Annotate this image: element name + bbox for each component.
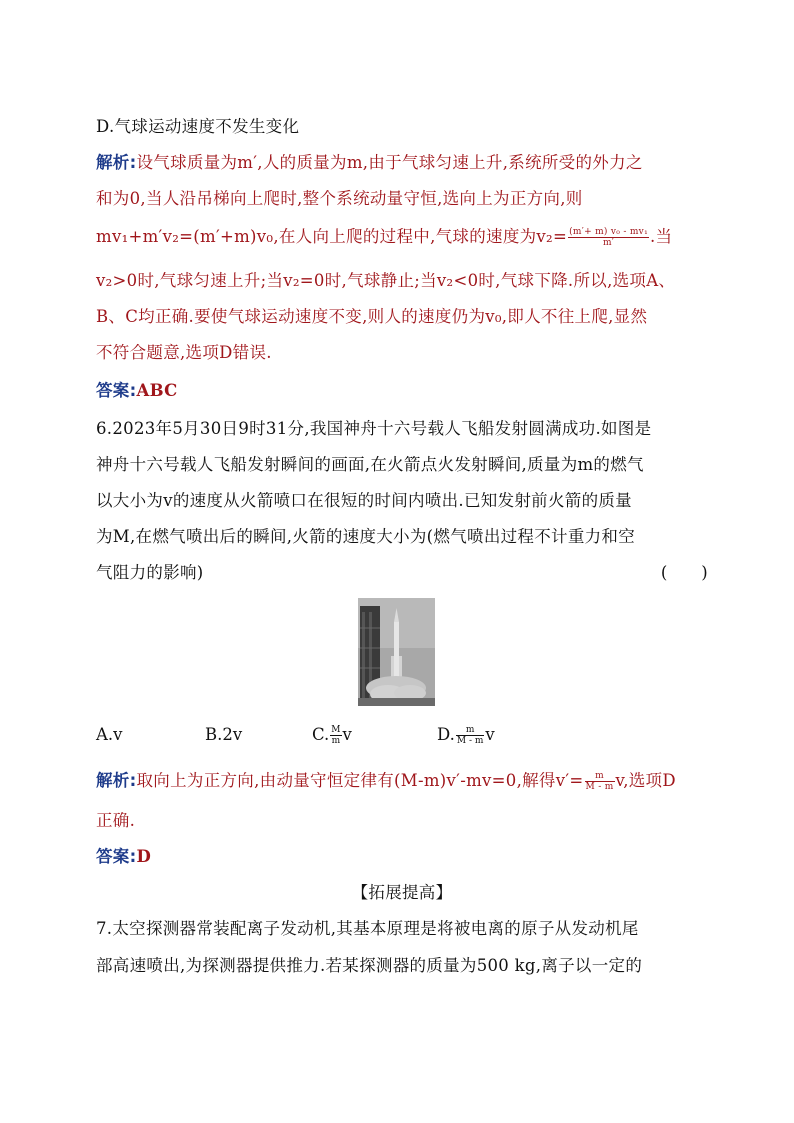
solution5-line3: mv₁+m′v₂=(m′+m)v₀,在人向上爬的过程中,气球的速度为v₂= $\frac{\text{(m′+ m) v₀ - mv₁}}{m'}$ .当 — [96, 227, 673, 248]
solution5-line4: v₂>0时,气球匀速上升;当v₂=0时,气球静止;当v₂<0时,气球下降.所以,选项A、 — [96, 271, 676, 290]
answer-label: 答案: — [96, 847, 137, 866]
answer5 — [96, 380, 708, 402]
question6-line2: 神舟十六号载人飞船发射瞬间的画面,在火箭点火发射瞬间,质量为m的燃气 — [96, 455, 644, 474]
answer-value: ABC — [136, 381, 178, 400]
fraction-v2: $\frac{\text{(m′+ m) v₀ - mv₁}}{m'}$ — [569, 227, 648, 248]
solution-label: 解析: — [96, 771, 137, 790]
option-d: D. $\frac{m}{M - m}$ v — [437, 725, 495, 746]
solution5-line2: 和为0,当人沿吊梯向上爬时,整个系统动量守恒,选向上为正方向,则 — [96, 189, 583, 208]
answer-label: 答案: — [96, 381, 137, 400]
question6-line5: 气阻力的影响) ( ) — [96, 563, 708, 582]
solution-label: 解析: — [96, 153, 137, 172]
answer-value: D — [136, 847, 152, 866]
solution5-line5: B、C均正确.要使气球运动速度不变,则人的速度仍为v₀,即人不往上爬,显然 — [96, 307, 648, 326]
solution6-line1: 解析:取向上为正方向,由动量守恒定律有(M-m)v′-mv=0,解得v′= $\frac{m}{M - m}$ v,选项D — [96, 771, 676, 792]
rocket-launch-photo — [358, 598, 435, 706]
solution5-line6: 不符合题意,选项D错误. — [96, 343, 272, 362]
fraction-option-c: $\frac{M}{m}$ — [331, 725, 341, 746]
option-c: C. $\frac{M}{m}$ v — [312, 725, 352, 746]
question6-line1: 6.2023年5月30日9时31分,我国神舟十六号载人飞船发射圆满成功.如图是 — [96, 419, 652, 438]
solution5-line1: 解析:设气球质量为m′,人的质量为m,由于气球匀速上升,系统所受的外力之 — [96, 153, 643, 172]
question7-line2: 部高速喷出,为探测器提供推力.若某探测器的质量为500 kg,离子以一定的 — [96, 956, 643, 975]
section-heading: 【拓展提高】 — [351, 883, 453, 902]
question6-line4: 为M,在燃气喷出后的瞬间,火箭的速度大小为(燃气喷出过程不计重力和空 — [96, 527, 636, 546]
question6-line3: 以大小为v的速度从火箭喷口在很短的时间内喷出.已知发射前火箭的质量 — [96, 491, 632, 510]
fraction-v-prime: $\frac{m}{M - m}$ — [585, 771, 614, 792]
rocket-launch-image — [358, 598, 435, 706]
option-d-previous: D.气球运动速度不发生变化 — [96, 117, 300, 136]
fraction-option-d: $\frac{m}{M - m}$ — [456, 725, 484, 746]
solution6-line2: 正确. — [96, 811, 136, 830]
answer-blank: ( ) — [660, 563, 708, 582]
option-a: A.v — [96, 725, 123, 744]
option-b: B.2v — [205, 725, 243, 744]
answer6 — [96, 846, 708, 868]
question7-line1: 7.太空探测器常装配离子发动机,其基本原理是将被电离的原子从发动机尾 — [96, 919, 639, 938]
